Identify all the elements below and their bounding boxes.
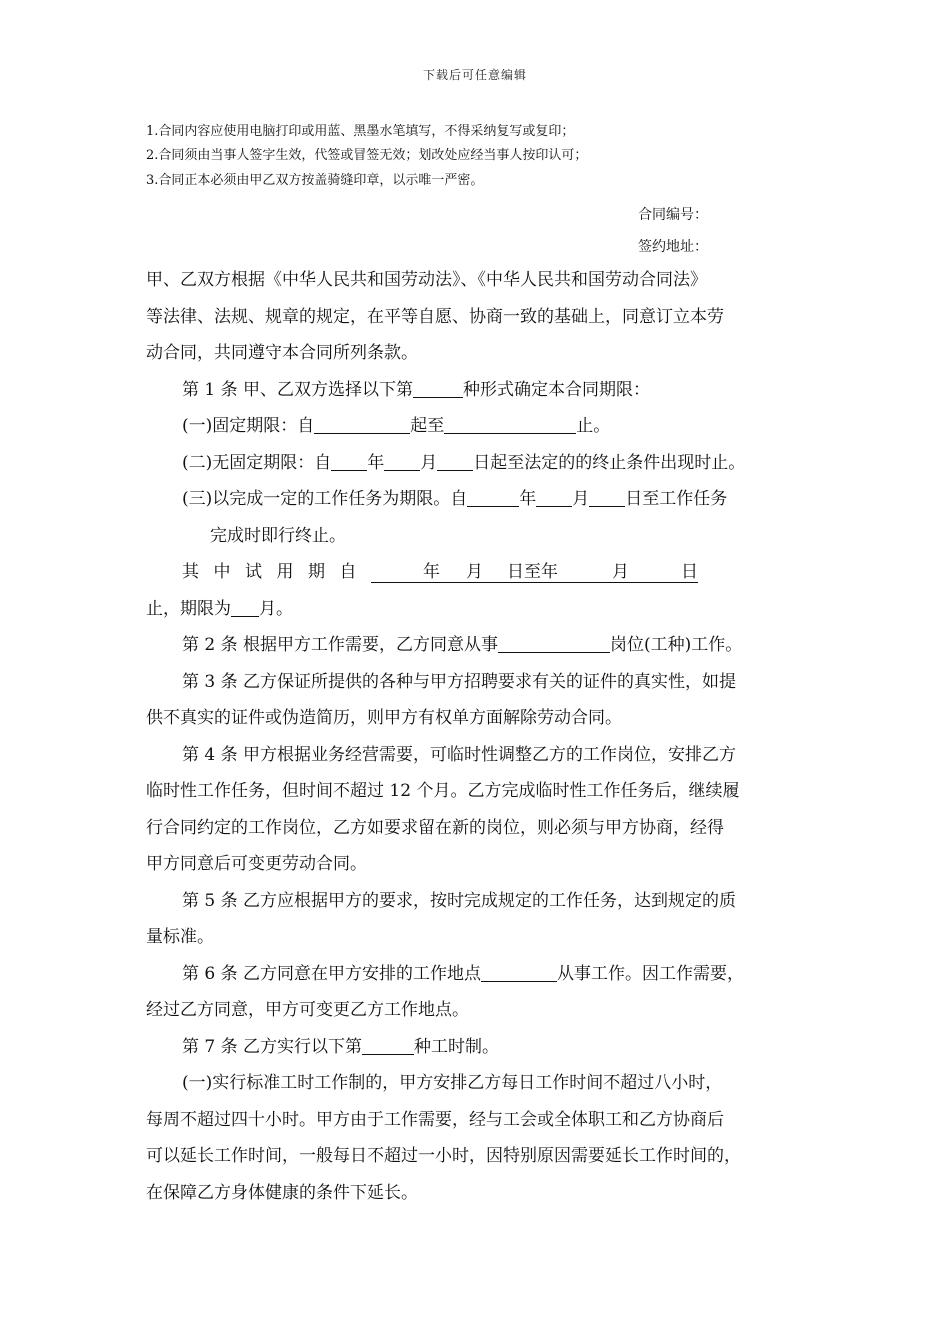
standard-hours-line-1: (一)实行标准工时工作制的，甲方安排乙方每日工作时间不超过八小时， xyxy=(182,1073,723,1093)
article-2-text: 第 2 条 根据甲方工作需要，乙方同意从事 xyxy=(182,635,499,655)
position-blank[interactable] xyxy=(498,634,610,653)
note-1: 1.合同内容应使用电脑打印或用蓝、黑墨水笔填写，不得采纳复写或复印； xyxy=(146,124,575,139)
article-6-line-2: 经过乙方同意，甲方可变更乙方工作地点。 xyxy=(146,1000,469,1020)
intro-line-1: 甲、乙双方根据《中华人民共和国劳动法》、《中华人民共和国劳动合同法》 xyxy=(146,270,707,290)
fixed-end-blank[interactable] xyxy=(444,415,576,434)
trial-period xyxy=(146,554,806,591)
no-fixed-term-end: 日起至法定的的终止条件出现时止。 xyxy=(473,452,746,473)
article-1-text: 第 1 条 甲、乙双方选择以下第 xyxy=(182,379,414,400)
work-hours-type-blank[interactable] xyxy=(362,1036,414,1055)
no-fixed-term xyxy=(146,445,806,482)
article-6-text-end: 从事工作。因工作需要， xyxy=(557,963,745,984)
standard-hours-line-3: 可以延长工作时间，一般每日不超过一小时，因特别原因需要延长工作时间的， xyxy=(146,1146,741,1166)
standard-hours-line-2: 每周不超过四十小时。甲方由于工作需要，经与工会或全体职工和乙方协商后 xyxy=(146,1109,724,1130)
task-day-blank[interactable] xyxy=(589,488,625,507)
month-label: 月 xyxy=(572,489,590,509)
article-4-line-4: 甲方同意后可变更劳动合同。 xyxy=(146,854,367,874)
fixed-term xyxy=(146,408,806,445)
year-label: 年 xyxy=(367,452,385,473)
no-fixed-day-blank[interactable] xyxy=(437,452,473,471)
article-7 xyxy=(146,1029,806,1066)
task-term-label: (三)以完成一定的工作任务为期限。自 xyxy=(182,489,468,509)
work-location-blank[interactable] xyxy=(481,963,557,982)
article-1-text-end: 种形式确定本合同期限： xyxy=(463,379,651,400)
contract-number-label: 合同编号： xyxy=(638,207,708,223)
task-year-blank[interactable] xyxy=(467,488,519,507)
trial-period-label: 其中试用期自 xyxy=(182,562,371,582)
month-label: 月 xyxy=(420,452,438,473)
article-2 xyxy=(146,627,806,664)
fixed-term-label: (一)固定期限：自 xyxy=(182,416,315,436)
article-7-text: 第 7 条 乙方实行以下第 xyxy=(182,1036,363,1057)
standard-hours-line-4: 在保障乙方身体健康的条件下延长。 xyxy=(146,1182,418,1203)
task-term xyxy=(146,481,806,518)
trial-end-day-label: 日 xyxy=(681,562,698,582)
fixed-end-label: 止。 xyxy=(576,416,611,436)
article-4-line-3: 行合同约定的工作岗位，乙方如要求留在新的岗位，则必须与甲方协商，经得 xyxy=(146,817,724,838)
note-2: 2.合同须由当事人签字生效，代签或冒签无效；划改处应经当事人按印认可； xyxy=(146,148,588,163)
trial-duration-unit: 月。 xyxy=(259,598,293,619)
task-month-blank[interactable] xyxy=(536,488,572,507)
trial-month-label: 月 xyxy=(466,562,483,582)
task-term-end: 日至工作任务 xyxy=(625,489,728,509)
article-7-text-end: 种工时制。 xyxy=(414,1036,500,1057)
task-term-line-2: 完成时即行终止。 xyxy=(210,525,346,546)
page-header: 下载后可任意编辑 xyxy=(422,68,527,82)
trial-day-to-label: 日至年 xyxy=(507,562,558,582)
intro-line-2: 等法律、法规、规章的规定，在平等自愿、协商一致的基础上，同意订立本劳 xyxy=(146,306,724,327)
trial-year-label: 年 xyxy=(423,562,440,582)
signing-place-label: 签约地址： xyxy=(638,239,708,255)
fixed-to-label: 起至 xyxy=(410,416,445,436)
fixed-start-blank[interactable] xyxy=(314,415,410,434)
article-3-line-2: 供不真实的证件或伪造简历，则甲方有权单方面解除劳动合同。 xyxy=(146,708,622,728)
article-3-line-1: 第 3 条 乙方保证所提供的各种与甲方招聘要求有关的证件的真实性，如提 xyxy=(182,671,737,692)
trial-duration-label: 止，期限为 xyxy=(146,598,231,619)
contract-body xyxy=(146,262,806,1211)
year-label: 年 xyxy=(519,489,537,509)
trial-months-blank[interactable] xyxy=(231,598,259,617)
article-6-text: 第 6 条 乙方同意在甲方安排的工作地点 xyxy=(182,963,482,984)
article-2-text-end: 岗位(工种)工作。 xyxy=(610,635,743,655)
term-type-blank[interactable] xyxy=(413,379,463,398)
trial-dates-blank[interactable] xyxy=(371,562,698,583)
intro-line-3: 动合同，共同遵守本合同所列条款。 xyxy=(146,343,418,363)
article-4-line-2: 临时性工作任务，但时间不超过 12 个月。乙方完成临时性工作任务后，继续履 xyxy=(146,781,740,801)
article-5-line-2: 量标准。 xyxy=(146,927,214,947)
article-4-line-1: 第 4 条 甲方根据业务经营需要，可临时性调整乙方的工作岗位，安排乙方 xyxy=(182,744,737,765)
article-5-line-1: 第 5 条 乙方应根据甲方的要求，按时完成规定的工作任务，达到规定的质 xyxy=(182,890,737,911)
trial-end-month-label: 月 xyxy=(612,562,629,582)
no-fixed-term-label: (二)无固定期限：自 xyxy=(182,452,332,473)
article-6 xyxy=(146,956,806,993)
no-fixed-month-blank[interactable] xyxy=(384,452,420,471)
trial-period-line-2 xyxy=(146,591,806,628)
note-3: 3.合同正本必须由甲乙双方按盖骑缝印章，以示唯一严密。 xyxy=(146,173,484,188)
article-1 xyxy=(146,372,806,409)
no-fixed-year-blank[interactable] xyxy=(331,452,367,471)
